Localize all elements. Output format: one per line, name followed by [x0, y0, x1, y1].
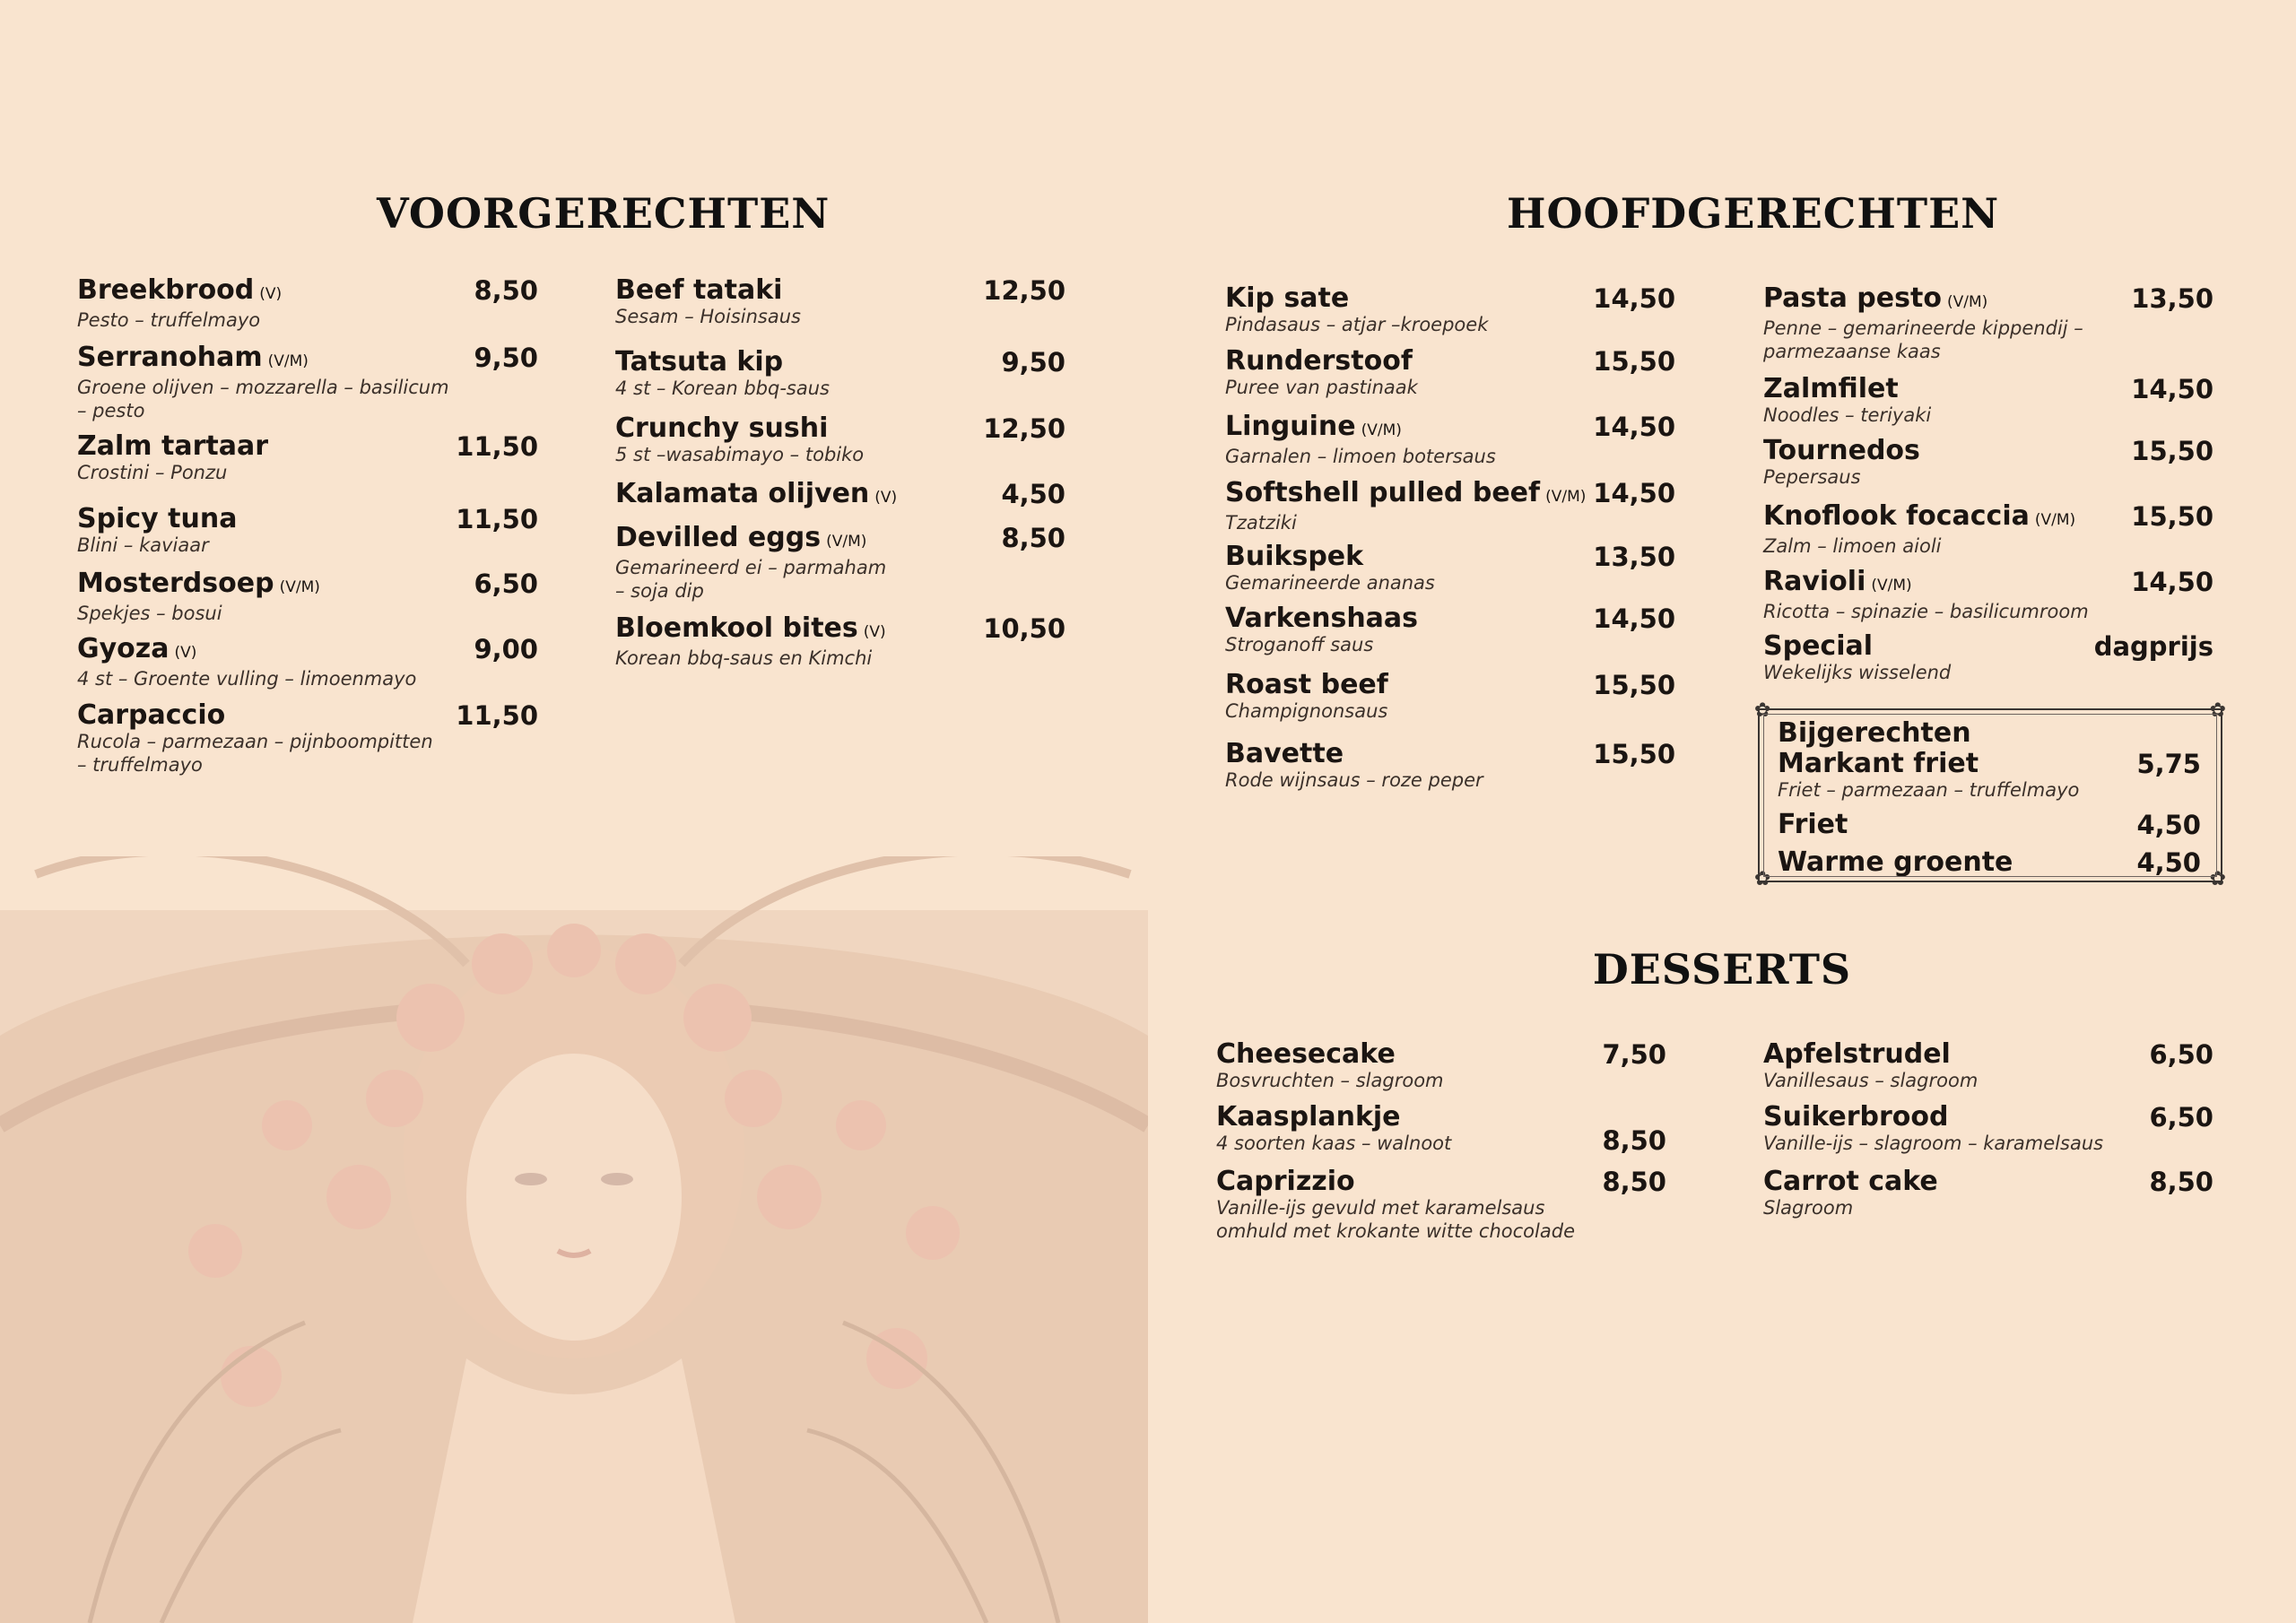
item-name	[1216, 1103, 1666, 1132]
item-name	[1778, 750, 2201, 778]
item-price: 14,50	[1593, 603, 1675, 634]
item-name-text: Carrot cake	[1763, 1166, 1938, 1197]
item-description: Crostini – Ponzu	[77, 462, 228, 483]
item-price: 6,50	[474, 568, 538, 599]
item-price: 14,50	[1593, 283, 1675, 314]
item-price: 4,50	[2136, 847, 2201, 878]
item-description: Slagroom	[1763, 1197, 1854, 1219]
item-description: Sesam – Hoisinsaus	[615, 306, 801, 327]
item-tag: (V/M)	[279, 578, 320, 596]
item-price: 14,50	[1593, 478, 1675, 508]
menu-item	[1778, 811, 2201, 839]
item-description: Penne – gemarineerde kippendij –	[1763, 317, 2083, 339]
item-price: 8,50	[2149, 1167, 2213, 1197]
item-name-text: Serranoham	[77, 342, 263, 373]
menu-item	[1763, 568, 2213, 623]
item-name-text: Mosterdsoep	[77, 568, 274, 599]
menu-item	[1225, 347, 1675, 399]
item-name	[1216, 1167, 1666, 1196]
item-name	[615, 524, 1065, 556]
item-description: Noodles – teriyaki	[1763, 404, 1932, 426]
art-nouveau-woman-illustration	[0, 856, 1148, 1623]
item-price: 6,50	[2149, 1102, 2213, 1133]
item-name-text: Roast beef	[1225, 669, 1388, 700]
item-description: Ricotta – spinazie – basilicumroom	[1763, 601, 2089, 622]
item-name	[615, 348, 1065, 377]
item-price: 9,00	[474, 634, 538, 664]
menu-item	[615, 276, 1065, 328]
item-tag: (V/M)	[1545, 488, 1587, 506]
menu-item	[615, 614, 1065, 670]
menu-item	[1216, 1103, 1666, 1155]
menu-item	[77, 505, 538, 557]
item-price: 8,50	[1602, 1167, 1666, 1197]
item-name-text: Varkenshaas	[1225, 603, 1419, 634]
ornament-corner-icon: ✿	[1754, 699, 1771, 722]
item-name-text: Buikspek	[1225, 541, 1364, 572]
menu-item	[1778, 848, 2201, 877]
item-price: 12,50	[983, 275, 1065, 306]
item-description: Groene olijven – mozzarella – basilicum	[77, 377, 449, 398]
item-name	[77, 635, 538, 667]
item-name-text: Pasta pesto	[1763, 282, 1942, 314]
item-name-text: Ravioli	[1763, 566, 1866, 597]
item-price: 15,50	[2131, 436, 2213, 466]
item-price: 9,50	[474, 343, 538, 373]
item-description: Pindasaus – atjar –kroepoek	[1225, 314, 1489, 335]
item-name-text: Special	[1763, 630, 1874, 662]
item-name-text: Suikerbrood	[1763, 1101, 1949, 1133]
item-description: Zalm – limoen aioli	[1763, 535, 1942, 557]
item-price: 13,50	[1593, 542, 1675, 572]
item-price: 9,50	[1001, 347, 1065, 378]
item-name-text: Apfelstrudel	[1763, 1038, 1951, 1070]
menu-item	[615, 414, 1065, 466]
item-name-text: Bloemkool bites	[615, 612, 858, 644]
item-price: 14,50	[2131, 374, 2213, 404]
item-description: – truffelmayo	[77, 754, 203, 776]
item-tag: (V/M)	[1946, 293, 1988, 311]
menu-item	[1216, 1040, 1666, 1092]
item-name	[1778, 848, 2201, 877]
item-price: dagprijs	[2093, 631, 2213, 662]
item-name	[1763, 1167, 2213, 1196]
menu-item	[1225, 284, 1675, 336]
item-name	[77, 276, 538, 308]
item-price: 10,50	[983, 613, 1065, 644]
item-name	[1216, 1040, 1666, 1069]
item-description: Champignonsaus	[1225, 700, 1388, 722]
ornament-corner-icon: ✿	[2209, 868, 2226, 890]
item-description: Puree van pastinaak	[1225, 377, 1418, 398]
item-name-text: Gyoza	[77, 633, 170, 664]
item-description: Wekelijks wisselend	[1763, 662, 1952, 683]
item-price: 14,50	[1593, 412, 1675, 442]
item-name-text: Kalamata olijven	[615, 478, 870, 509]
item-description: Vanille-ijs – slagroom – karamelsaus	[1763, 1133, 2104, 1154]
item-name-text: Spicy tuna	[77, 503, 238, 534]
item-name-text: Knoflook focaccia	[1763, 500, 2030, 532]
menu-item	[77, 276, 538, 332]
item-description: Rode wijnsaus – roze peper	[1225, 769, 1483, 791]
item-name-text: Runderstoof	[1225, 345, 1413, 377]
item-name-text: Kip sate	[1225, 282, 1350, 314]
item-description: Friet – parmezaan – truffelmayo	[1778, 779, 2080, 801]
item-price: 8,50	[474, 275, 538, 306]
item-description: Vanillesaus – slagroom	[1763, 1070, 1979, 1091]
item-price: 7,50	[1602, 1039, 1666, 1070]
item-description: Garnalen – limoen botersaus	[1225, 446, 1496, 467]
starters-title: VOORGERECHTEN	[377, 189, 831, 238]
menu-item	[615, 348, 1065, 400]
item-description: Bosvruchten – slagroom	[1216, 1070, 1444, 1091]
menu-item	[615, 480, 1065, 512]
menu-item	[77, 701, 538, 777]
item-name	[77, 343, 538, 376]
menu-item	[1763, 1167, 2213, 1219]
item-tag: (V)	[259, 285, 283, 303]
item-name-text: Zalm tartaar	[77, 430, 268, 462]
item-description: 4 st – Korean bbq-saus	[615, 378, 830, 399]
menu-item	[1225, 412, 1675, 468]
item-description: Tzatziki	[1225, 512, 1297, 534]
item-price: 8,50	[1602, 1125, 1666, 1156]
item-price: 15,50	[1593, 346, 1675, 377]
item-description: Vanille-ijs gevuld met karamelsaus	[1216, 1197, 1545, 1219]
item-name	[1763, 1103, 2213, 1132]
item-price: 4,50	[1001, 479, 1065, 509]
menu-item	[1763, 284, 2213, 363]
menu-item	[77, 432, 538, 484]
item-tag: (V/M)	[1871, 577, 1912, 595]
item-name	[1778, 811, 2201, 839]
item-description: 4 st – Groente vulling – limoenmayo	[77, 668, 417, 690]
item-description: omhuld met krokante witte chocolade	[1216, 1220, 1575, 1242]
menu-item	[1763, 632, 2213, 684]
item-price: 4,50	[2136, 810, 2201, 840]
menu-item	[1763, 1103, 2213, 1155]
item-price: 13,50	[2131, 283, 2213, 314]
item-price: 5,75	[2136, 749, 2201, 779]
menu-item	[1225, 479, 1675, 534]
item-price: 11,50	[456, 431, 538, 462]
item-price: 15,50	[2131, 501, 2213, 532]
item-tag: (V/M)	[826, 533, 867, 551]
side-dishes-title: Bijgerechten	[1778, 717, 1971, 749]
item-name-text: Cheesecake	[1216, 1038, 1396, 1070]
item-price: 11,50	[456, 504, 538, 534]
menu-item	[77, 343, 538, 422]
item-name	[1763, 1040, 2213, 1069]
item-tag: (V/M)	[1361, 421, 1402, 439]
menu-item	[615, 524, 1065, 603]
item-description: 5 st –wasabimayo – tobiko	[615, 444, 865, 465]
item-tag: (V)	[874, 489, 898, 507]
item-name	[77, 569, 538, 602]
item-description: parmezaanse kaas	[1763, 341, 1941, 362]
item-price: 6,50	[2149, 1039, 2213, 1070]
item-description: – pesto	[77, 400, 145, 421]
menu-item	[1763, 437, 2213, 489]
item-name-text: Crunchy sushi	[615, 412, 829, 444]
item-name-text: Carpaccio	[77, 699, 226, 731]
ornament-corner-icon: ✿	[2209, 699, 2226, 722]
menu-item	[1763, 375, 2213, 427]
item-name-text: Markant friet	[1778, 748, 1979, 779]
item-price: 12,50	[983, 413, 1065, 444]
item-name-text: Bavette	[1225, 738, 1344, 769]
desserts-title: DESSERTS	[1592, 945, 1852, 994]
item-description: Blini – kaviaar	[77, 534, 209, 556]
item-name-text: Tournedos	[1763, 435, 1920, 466]
item-price: 15,50	[1593, 739, 1675, 769]
item-tag: (V)	[863, 623, 886, 641]
menu-item	[1225, 740, 1675, 792]
item-description: Gemarineerd ei – parmaham	[615, 557, 887, 578]
item-tag: (V/M)	[2034, 511, 2076, 529]
item-description: Pesto – truffelmayo	[77, 309, 261, 331]
item-name-text: Softshell pulled beef	[1225, 477, 1541, 508]
item-price: 15,50	[1593, 670, 1675, 700]
item-description: – soja dip	[615, 580, 704, 602]
menu-item	[1763, 502, 2213, 558]
item-name-text: Friet	[1778, 809, 1848, 840]
item-description: Rucola – parmezaan – pijnboompitten	[77, 731, 433, 752]
item-tag: (V/M)	[267, 352, 309, 370]
item-name	[615, 480, 1065, 512]
item-description: Gemarineerde ananas	[1225, 572, 1435, 594]
item-name-text: Kaasplankje	[1216, 1101, 1401, 1133]
menu-item	[1225, 604, 1675, 656]
item-description: 4 soorten kaas – walnoot	[1216, 1133, 1452, 1154]
menu-item	[1763, 1040, 2213, 1092]
item-name-text: Tatsuta kip	[615, 346, 784, 378]
side-dishes-box	[1754, 699, 2226, 890]
item-name-text: Beef tataki	[615, 274, 783, 306]
item-description: Spekjes – bosui	[77, 603, 222, 624]
item-name-text: Linguine	[1225, 411, 1356, 442]
menu-item	[1778, 750, 2201, 802]
item-name-text: Caprizzio	[1216, 1166, 1355, 1197]
menu-item	[1216, 1167, 1666, 1243]
menu-item	[1225, 542, 1675, 595]
item-name-text: Zalmfilet	[1763, 373, 1899, 404]
item-tag: (V)	[174, 644, 197, 662]
mains-title: HOOFDGERECHTEN	[1507, 189, 2000, 238]
item-description: Korean bbq-saus en Kimchi	[615, 647, 873, 669]
item-price: 14,50	[2131, 567, 2213, 597]
item-name-text: Devilled eggs	[615, 522, 822, 553]
menu-item	[1225, 671, 1675, 723]
item-price: 11,50	[456, 700, 538, 731]
ornament-corner-icon: ✿	[1754, 868, 1771, 890]
item-name-text: Breekbrood	[77, 274, 255, 306]
menu-item	[77, 635, 538, 690]
menu-item	[77, 569, 538, 625]
item-description: Stroganoff saus	[1225, 634, 1374, 655]
item-description: Pepersaus	[1763, 466, 1861, 488]
item-name-text: Warme groente	[1778, 846, 2013, 878]
item-price: 8,50	[1001, 523, 1065, 553]
